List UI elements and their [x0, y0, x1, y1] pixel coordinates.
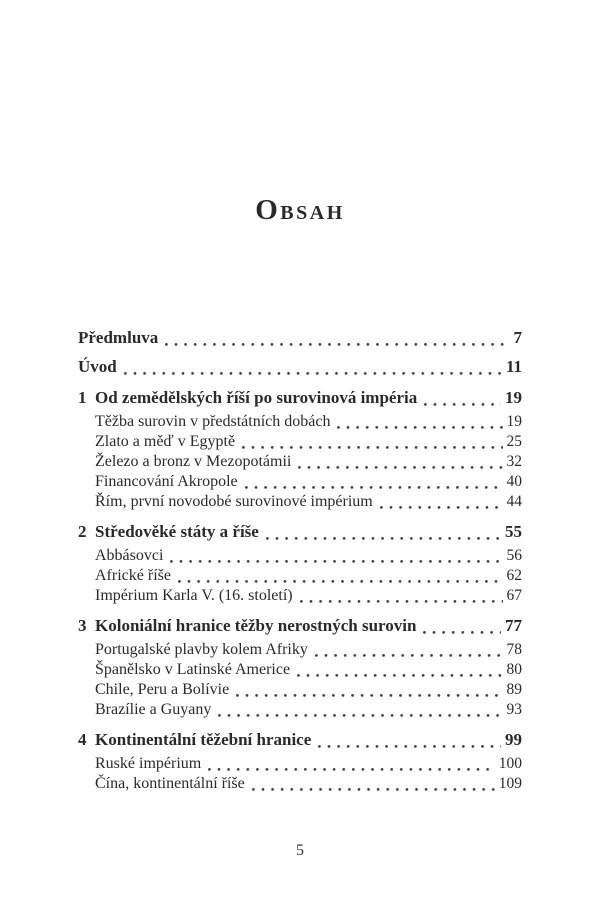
dot-leader [300, 586, 503, 606]
toc-chapter-entry [78, 729, 522, 751]
toc-entry-page: 109 [498, 775, 522, 792]
dot-leader [208, 754, 495, 774]
toc-entry-predmluva [78, 327, 522, 349]
toc-sub-entry [78, 412, 522, 432]
toc-entry-uvod [78, 356, 522, 378]
toc-entry-label: Chile, Peru a Bolívie [95, 681, 230, 698]
dot-leader [178, 566, 503, 586]
toc-entry-page: 93 [506, 701, 522, 718]
toc-sub-entry [78, 546, 522, 566]
toc-chapter-number: 1 [78, 388, 87, 407]
dot-leader [245, 472, 503, 492]
toc-sub-entry [78, 472, 522, 492]
toc-entry-page: 32 [506, 453, 522, 470]
toc-sub-entry [78, 492, 522, 512]
toc-entry-label: Zlato a měď v Egyptě [95, 433, 236, 450]
dot-leader [337, 412, 502, 432]
toc-entry-label: Od zemědělských říší po surovinová impéria [95, 388, 418, 407]
toc-entry-label: Železo a bronz v Mezopotámii [95, 453, 292, 470]
toc-title: Obsah [255, 194, 345, 226]
toc-sub-entry [78, 566, 522, 586]
table-of-contents [78, 327, 522, 794]
toc-entry-label: Portugalské plavby kolem Afriky [95, 641, 308, 658]
page-number-footer: 5 [296, 842, 304, 859]
dot-leader [252, 774, 495, 794]
toc-entry-label: Čína, kontinentální říše [95, 775, 245, 792]
toc-sub-entry [78, 700, 522, 720]
toc-entry-label: Předmluva [78, 328, 159, 347]
toc-entry-label: Impérium Karla V. (16. století) [95, 587, 293, 604]
toc-entry-label: Těžba surovin v předstátních dobách [95, 413, 331, 430]
dot-leader [242, 432, 502, 452]
dot-leader [236, 680, 502, 700]
toc-chapter-number: 4 [78, 730, 87, 749]
dot-leader [218, 700, 502, 720]
toc-entry-page: 100 [498, 755, 522, 772]
toc-sub-entry [78, 680, 522, 700]
toc-sub-entry [78, 586, 522, 606]
toc-entry-label: Středověké státy a říše [95, 522, 259, 541]
toc-entry-label: Kontinentální těžební hranice [95, 730, 312, 749]
dot-leader [165, 327, 509, 349]
toc-entry-label: Úvod [78, 357, 117, 376]
dot-leader [318, 729, 501, 751]
toc-sub-entry [78, 754, 522, 774]
toc-entry-label: Ruské impérium [95, 755, 202, 772]
toc-entry-label: Španělsko v Latinské Americe [95, 661, 291, 678]
toc-entry-page: 44 [506, 493, 522, 510]
toc-entry-label: Řím, první novodobé surovinové impérium [95, 493, 373, 510]
toc-chapter-number: 3 [78, 616, 87, 635]
toc-entry-label: Koloniální hranice těžby nerostných surovin [95, 616, 417, 635]
toc-sub-entry [78, 640, 522, 660]
toc-entry-page: 80 [506, 661, 522, 678]
toc-chapter-entry [78, 521, 522, 543]
dot-leader [298, 452, 502, 472]
toc-entry-page: 89 [506, 681, 522, 698]
dot-leader [170, 546, 502, 566]
toc-chapter-entry [78, 615, 522, 637]
toc-sub-entry [78, 774, 522, 794]
dot-leader [124, 356, 502, 378]
toc-entry-page: 56 [506, 547, 522, 564]
toc-entry-page: 7 [513, 328, 522, 347]
toc-chapter-entry [78, 387, 522, 409]
dot-leader [266, 521, 501, 543]
dot-leader [315, 640, 503, 660]
toc-entry-page: 99 [505, 730, 522, 749]
toc-entry-label: Financování Akropole [95, 473, 238, 490]
toc-entry-page: 55 [505, 522, 522, 541]
dot-leader [424, 387, 501, 409]
dot-leader [297, 660, 502, 680]
toc-entry-page: 19 [505, 388, 522, 407]
toc-entry-page: 25 [506, 433, 522, 450]
toc-sub-entry [78, 660, 522, 680]
toc-entry-page: 19 [506, 413, 522, 430]
dot-leader [380, 492, 503, 512]
toc-entry-page: 77 [505, 616, 522, 635]
dot-leader [423, 615, 501, 637]
toc-entry-page: 40 [506, 473, 522, 490]
toc-entry-label: Abbásovci [95, 547, 164, 564]
toc-entry-page: 11 [505, 357, 522, 376]
toc-sub-entry [78, 452, 522, 472]
toc-entry-page: 62 [506, 567, 522, 584]
toc-chapter-number: 2 [78, 522, 87, 541]
toc-entry-page: 67 [506, 587, 522, 604]
toc-entry-page: 78 [506, 641, 522, 658]
toc-sub-entry [78, 432, 522, 452]
toc-entry-label: Africké říše [95, 567, 171, 584]
toc-entry-label: Brazílie a Guyany [95, 701, 212, 718]
